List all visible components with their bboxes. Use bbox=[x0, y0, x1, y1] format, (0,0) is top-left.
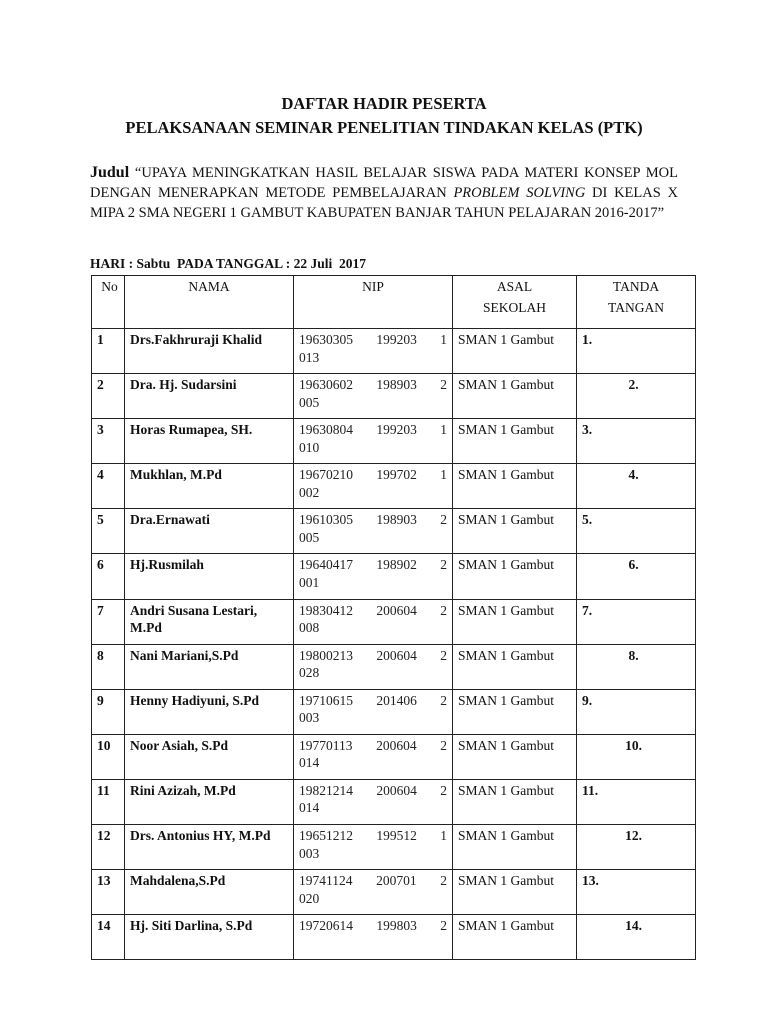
nip-part-c: 2 bbox=[440, 873, 447, 889]
nip-part-b: 198902 bbox=[376, 557, 417, 573]
row-number: 10 bbox=[92, 734, 125, 779]
participant-name: Noor Asiah, S.Pd bbox=[125, 734, 294, 779]
school-name: SMAN 1 Gambut bbox=[453, 419, 577, 464]
nip-part-c: 2 bbox=[440, 737, 447, 753]
nip-part-c: 2 bbox=[440, 647, 447, 663]
nip-part-a: 19741124 bbox=[299, 873, 353, 889]
signature-cell[interactable]: 3. bbox=[577, 419, 696, 464]
participant-nip bbox=[294, 734, 453, 779]
date-line: HARI : Sabtu PADA TANGGAL : 22 Juli 2017 bbox=[90, 256, 367, 271]
header-asal-sekolah bbox=[453, 276, 577, 329]
participant-nip bbox=[294, 644, 453, 689]
table-row bbox=[92, 644, 696, 689]
table-body bbox=[92, 329, 696, 960]
participant-nip bbox=[294, 464, 453, 509]
signature-cell[interactable]: 4. bbox=[577, 464, 696, 509]
header-tanda-line2: TANGAN bbox=[608, 300, 664, 315]
signature-cell[interactable]: 11. bbox=[577, 779, 696, 824]
table-row bbox=[92, 915, 696, 960]
nip-part-b: 198903 bbox=[376, 377, 417, 393]
school-name: SMAN 1 Gambut bbox=[453, 825, 577, 870]
header-tanda-tangan bbox=[577, 276, 696, 329]
row-number: 1 bbox=[92, 329, 125, 374]
nip-part-b: 200604 bbox=[376, 602, 417, 618]
header-asal-line1: ASAL bbox=[496, 279, 533, 294]
nip-first-line bbox=[299, 602, 447, 620]
nip-first-line bbox=[299, 511, 447, 529]
nip-part-b: 199203 bbox=[376, 422, 417, 438]
nip-part-c: 2 bbox=[440, 782, 447, 798]
attendance-table bbox=[91, 275, 696, 960]
school-name: SMAN 1 Gambut bbox=[453, 779, 577, 824]
nip-part-c: 2 bbox=[440, 692, 447, 708]
nip-first-line bbox=[299, 376, 447, 394]
nip-part-b: 198903 bbox=[376, 512, 417, 528]
nip-part-a: 19720614 bbox=[299, 918, 353, 934]
table-row bbox=[92, 779, 696, 824]
nip-part-d: 003 bbox=[299, 845, 320, 861]
judul-text-part1: “UPAYA MENINGKATKAN HASIL BELAJAR SISWA PADA MATERI KONSEP MOL DENGAN MENERAPKAN METODE PEMBELAJARAN bbox=[90, 165, 678, 201]
signature-cell[interactable]: 10. bbox=[577, 734, 696, 779]
participant-nip bbox=[294, 554, 453, 599]
nip-part-c: 2 bbox=[440, 512, 447, 528]
row-number: 6 bbox=[92, 554, 125, 599]
nip-part-d: 008 bbox=[299, 620, 320, 636]
nip-first-line bbox=[299, 917, 447, 935]
nip-part-a: 19710615 bbox=[299, 692, 353, 708]
nip-first-line bbox=[299, 827, 447, 845]
row-number: 4 bbox=[92, 464, 125, 509]
nip-part-b: 201406 bbox=[376, 692, 417, 708]
school-name: SMAN 1 Gambut bbox=[453, 464, 577, 509]
nip-part-a: 19830412 bbox=[299, 602, 353, 618]
table-row bbox=[92, 734, 696, 779]
nip-part-a: 19630804 bbox=[299, 422, 353, 438]
header-nama: NAMA bbox=[125, 276, 294, 329]
participant-nip bbox=[294, 329, 453, 374]
participant-name: Drs.Fakhruraji Khalid bbox=[125, 329, 294, 374]
nip-part-d: 005 bbox=[299, 529, 320, 545]
row-number: 8 bbox=[92, 644, 125, 689]
nip-part-b: 199512 bbox=[376, 828, 417, 844]
signature-cell[interactable]: 9. bbox=[577, 689, 696, 734]
nip-part-d: 028 bbox=[299, 665, 320, 681]
table-row bbox=[92, 825, 696, 870]
nip-part-a: 19800213 bbox=[299, 647, 353, 663]
nip-part-c: 1 bbox=[440, 332, 447, 347]
row-number: 7 bbox=[92, 599, 125, 644]
participant-name: Hj. Siti Darlina, S.Pd bbox=[125, 915, 294, 960]
row-number: 5 bbox=[92, 509, 125, 554]
school-name: SMAN 1 Gambut bbox=[453, 554, 577, 599]
school-name: SMAN 1 Gambut bbox=[453, 374, 577, 419]
nip-part-c: 2 bbox=[440, 377, 447, 393]
nip-part-a: 19640417 bbox=[299, 557, 353, 573]
school-name: SMAN 1 Gambut bbox=[453, 644, 577, 689]
nip-first-line bbox=[299, 421, 447, 439]
nip-first-line bbox=[299, 647, 447, 665]
table-row bbox=[92, 419, 696, 464]
signature-cell[interactable]: 8. bbox=[577, 644, 696, 689]
nip-part-c: 1 bbox=[440, 422, 447, 438]
school-name: SMAN 1 Gambut bbox=[453, 870, 577, 915]
nip-part-d: 010 bbox=[299, 439, 320, 455]
participant-nip bbox=[294, 825, 453, 870]
participant-name: Nani Mariani,S.Pd bbox=[125, 644, 294, 689]
nip-part-d: 020 bbox=[299, 890, 320, 906]
table-row bbox=[92, 374, 696, 419]
nip-first-line bbox=[299, 466, 447, 484]
nip-part-d: 002 bbox=[299, 484, 320, 500]
nip-part-a: 19630305 bbox=[299, 332, 353, 347]
table-row bbox=[92, 554, 696, 599]
nip-part-b: 199702 bbox=[376, 467, 417, 483]
table-row bbox=[92, 599, 696, 644]
nip-part-d: 013 bbox=[299, 349, 320, 365]
row-number: 14 bbox=[92, 915, 125, 960]
participant-nip bbox=[294, 689, 453, 734]
participant-name: Henny Hadiyuni, S.Pd bbox=[125, 689, 294, 734]
table-row bbox=[92, 464, 696, 509]
signature-cell[interactable]: 2. bbox=[577, 374, 696, 419]
signature-cell[interactable]: 6. bbox=[577, 554, 696, 599]
participant-name: Dra.Ernawati bbox=[125, 509, 294, 554]
header-nip: NIP bbox=[294, 276, 453, 329]
signature-cell[interactable]: 13. bbox=[577, 870, 696, 915]
nip-first-line bbox=[299, 737, 447, 755]
document-subtitle: PELAKSANAAN SEMINAR PENELITIAN TINDAKAN KELAS (PTK) bbox=[125, 118, 643, 137]
header-tanda-line1: TANDA bbox=[612, 279, 660, 294]
participant-nip bbox=[294, 779, 453, 824]
school-name: SMAN 1 Gambut bbox=[453, 915, 577, 960]
signature-cell[interactable]: 14. bbox=[577, 915, 696, 960]
nip-part-a: 19670210 bbox=[299, 467, 353, 483]
participant-name: Rini Azizah, M.Pd bbox=[125, 779, 294, 824]
table-row bbox=[92, 689, 696, 734]
participant-name: Andri Susana Lestari, M.Pd bbox=[125, 599, 294, 644]
participant-name: Hj.Rusmilah bbox=[125, 554, 294, 599]
nip-part-d: 005 bbox=[299, 394, 320, 410]
nip-part-c: 2 bbox=[440, 602, 447, 618]
nip-part-d: 014 bbox=[299, 800, 320, 816]
school-name: SMAN 1 Gambut bbox=[453, 329, 577, 374]
row-number: 12 bbox=[92, 825, 125, 870]
nip-part-c: 1 bbox=[440, 467, 447, 483]
judul-label: Judul bbox=[90, 164, 130, 181]
nip-first-line bbox=[299, 556, 447, 574]
nip-part-a: 19630602 bbox=[299, 377, 353, 393]
nip-part-a: 19610305 bbox=[299, 512, 353, 528]
nip-part-d: 003 bbox=[299, 710, 320, 726]
participant-name: Drs. Antonius HY, M.Pd bbox=[125, 825, 294, 870]
header-no: No bbox=[92, 276, 125, 329]
participant-name: Dra. Hj. Sudarsini bbox=[125, 374, 294, 419]
school-name: SMAN 1 Gambut bbox=[453, 734, 577, 779]
table-header-row bbox=[92, 276, 696, 329]
row-number: 9 bbox=[92, 689, 125, 734]
table-row bbox=[92, 509, 696, 554]
nip-part-b: 200604 bbox=[376, 647, 417, 663]
participant-nip bbox=[294, 599, 453, 644]
nip-part-c: 2 bbox=[440, 557, 447, 573]
participant-nip bbox=[294, 374, 453, 419]
signature-cell[interactable]: 5. bbox=[577, 509, 696, 554]
signature-cell[interactable]: 1. bbox=[577, 329, 696, 374]
nip-part-c: 1 bbox=[440, 828, 447, 844]
school-name: SMAN 1 Gambut bbox=[453, 509, 577, 554]
nip-part-a: 19651212 bbox=[299, 828, 353, 844]
participant-nip bbox=[294, 915, 453, 960]
nip-part-a: 19770113 bbox=[299, 737, 353, 753]
nip-first-line bbox=[299, 872, 447, 890]
nip-part-b: 199203 bbox=[376, 332, 417, 347]
nip-part-d: 014 bbox=[299, 755, 320, 771]
nip-first-line bbox=[299, 692, 447, 710]
table-row bbox=[92, 329, 696, 374]
header-asal-line2: SEKOLAH bbox=[483, 300, 546, 315]
judul-paragraph bbox=[90, 163, 678, 223]
judul-text-part2: DI KELAS X MIPA 2 SMA NEGERI 1 GAMBUT KABUPATEN BANJAR TAHUN PELAJARAN 2016-2017” bbox=[90, 185, 679, 221]
participant-name: Mukhlan, M.Pd bbox=[125, 464, 294, 509]
row-number: 2 bbox=[92, 374, 125, 419]
signature-cell[interactable]: 7. bbox=[577, 599, 696, 644]
row-number: 3 bbox=[92, 419, 125, 464]
nip-part-b: 200701 bbox=[376, 873, 417, 889]
school-name: SMAN 1 Gambut bbox=[453, 689, 577, 734]
nip-first-line bbox=[299, 782, 447, 800]
participant-nip bbox=[294, 509, 453, 554]
row-number: 11 bbox=[92, 779, 125, 824]
participant-name: Horas Rumapea, SH. bbox=[125, 419, 294, 464]
nip-first-line bbox=[299, 331, 447, 349]
nip-part-d: 001 bbox=[299, 574, 320, 590]
document-title: DAFTAR HADIR PESERTA bbox=[281, 94, 487, 113]
nip-part-b: 199803 bbox=[376, 918, 417, 934]
nip-part-b: 200604 bbox=[376, 782, 417, 798]
participant-nip bbox=[294, 419, 453, 464]
participant-nip bbox=[294, 870, 453, 915]
signature-cell[interactable]: 12. bbox=[577, 825, 696, 870]
row-number: 13 bbox=[92, 870, 125, 915]
nip-part-b: 200604 bbox=[376, 737, 417, 753]
nip-part-a: 19821214 bbox=[299, 782, 353, 798]
nip-part-c: 2 bbox=[440, 918, 447, 934]
participant-name: Mahdalena,S.Pd bbox=[125, 870, 294, 915]
table-row bbox=[92, 870, 696, 915]
school-name: SMAN 1 Gambut bbox=[453, 599, 577, 644]
judul-italic-text: PROBLEM SOLVING bbox=[453, 185, 586, 201]
